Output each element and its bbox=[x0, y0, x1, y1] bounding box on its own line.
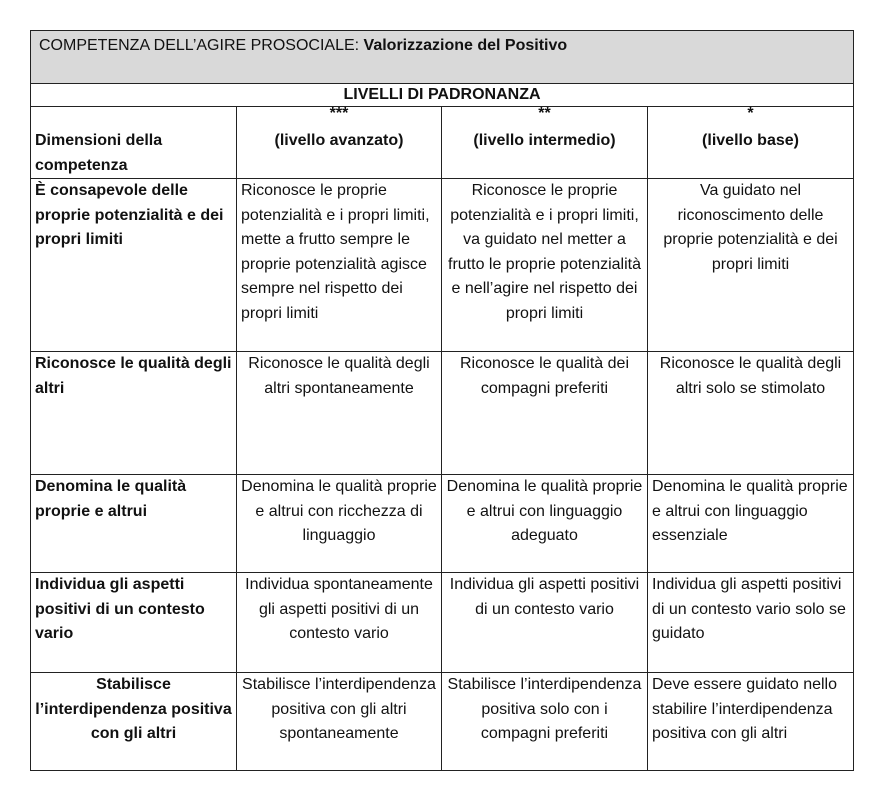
competency-table bbox=[30, 30, 854, 771]
table-row bbox=[31, 352, 854, 475]
label-intermediate: (livello intermedio) bbox=[473, 132, 616, 149]
header-intermediate bbox=[442, 107, 648, 179]
cell-advanced: Stabilisce l’interdipendenza positiva con gli altri spontaneamente bbox=[237, 673, 442, 771]
stars-advanced: *** bbox=[329, 105, 349, 122]
column-header-row bbox=[31, 107, 854, 179]
dimensions-header: Dimensioni della competenza bbox=[31, 107, 237, 179]
title-row bbox=[31, 31, 854, 84]
header-advanced bbox=[237, 107, 442, 179]
dimension-cell: È consapevole delle proprie potenzialità e dei propri limiti bbox=[31, 179, 237, 352]
title-subject: Valorizzazione del Positivo bbox=[363, 37, 568, 54]
cell-advanced: Riconosce le proprie potenzialità e i propri limiti, mette a frutto sempre le proprie potenzialità agisce sempre nel rispetto dei propri limiti bbox=[237, 179, 442, 352]
cell-base: Riconosce le qualità degli altri solo se stimolato bbox=[648, 352, 854, 475]
levels-row bbox=[31, 84, 854, 107]
levels-header: LIVELLI DI PADRONANZA bbox=[31, 84, 854, 107]
cell-intermediate: Stabilisce l’interdipendenza positiva solo con i compagni preferiti bbox=[442, 673, 648, 771]
cell-base: Denomina le qualità proprie e altrui con linguaggio essenziale bbox=[648, 475, 854, 573]
dimension-cell: Individua gli aspetti positivi di un contesto vario bbox=[31, 573, 237, 673]
table-row bbox=[31, 573, 854, 673]
cell-intermediate: Individua gli aspetti positivi di un contesto vario bbox=[442, 573, 648, 673]
cell-base: Va guidato nel riconoscimento delle proprie potenzialità e dei propri limiti bbox=[648, 179, 854, 352]
table-row bbox=[31, 179, 854, 352]
dimension-cell: Stabilisce l’interdipendenza positiva con gli altri bbox=[31, 673, 237, 771]
title-prefix: COMPETENZA DELL’AGIRE PROSOCIALE: bbox=[39, 37, 360, 54]
cell-intermediate: Riconosce le proprie potenzialità e i propri limiti, va guidato nel metter a frutto le proprie potenzialità e nell’agire nel rispetto dei propri limiti bbox=[442, 179, 648, 352]
label-advanced: (livello avanzato) bbox=[274, 132, 404, 149]
header-base bbox=[648, 107, 854, 179]
cell-base: Individua gli aspetti positivi di un contesto vario solo se guidato bbox=[648, 573, 854, 673]
cell-base: Deve essere guidato nello stabilire l’interdipendenza positiva con gli altri bbox=[648, 673, 854, 771]
dimension-cell: Riconosce le qualità degli altri bbox=[31, 352, 237, 475]
stars-intermediate: ** bbox=[538, 105, 551, 122]
cell-advanced: Riconosce le qualità degli altri spontaneamente bbox=[237, 352, 442, 475]
cell-intermediate: Denomina le qualità proprie e altrui con linguaggio adeguato bbox=[442, 475, 648, 573]
cell-intermediate: Riconosce le qualità dei compagni preferiti bbox=[442, 352, 648, 475]
cell-advanced: Individua spontaneamente gli aspetti positivi di un contesto vario bbox=[237, 573, 442, 673]
cell-advanced: Denomina le qualità proprie e altrui con ricchezza di linguaggio bbox=[237, 475, 442, 573]
table-row bbox=[31, 475, 854, 573]
table-row bbox=[31, 673, 854, 771]
document-page bbox=[30, 30, 853, 771]
dimension-cell: Denomina le qualità proprie e altrui bbox=[31, 475, 237, 573]
competency-title bbox=[31, 31, 854, 84]
label-base: (livello base) bbox=[702, 132, 799, 149]
stars-base: * bbox=[747, 105, 754, 122]
